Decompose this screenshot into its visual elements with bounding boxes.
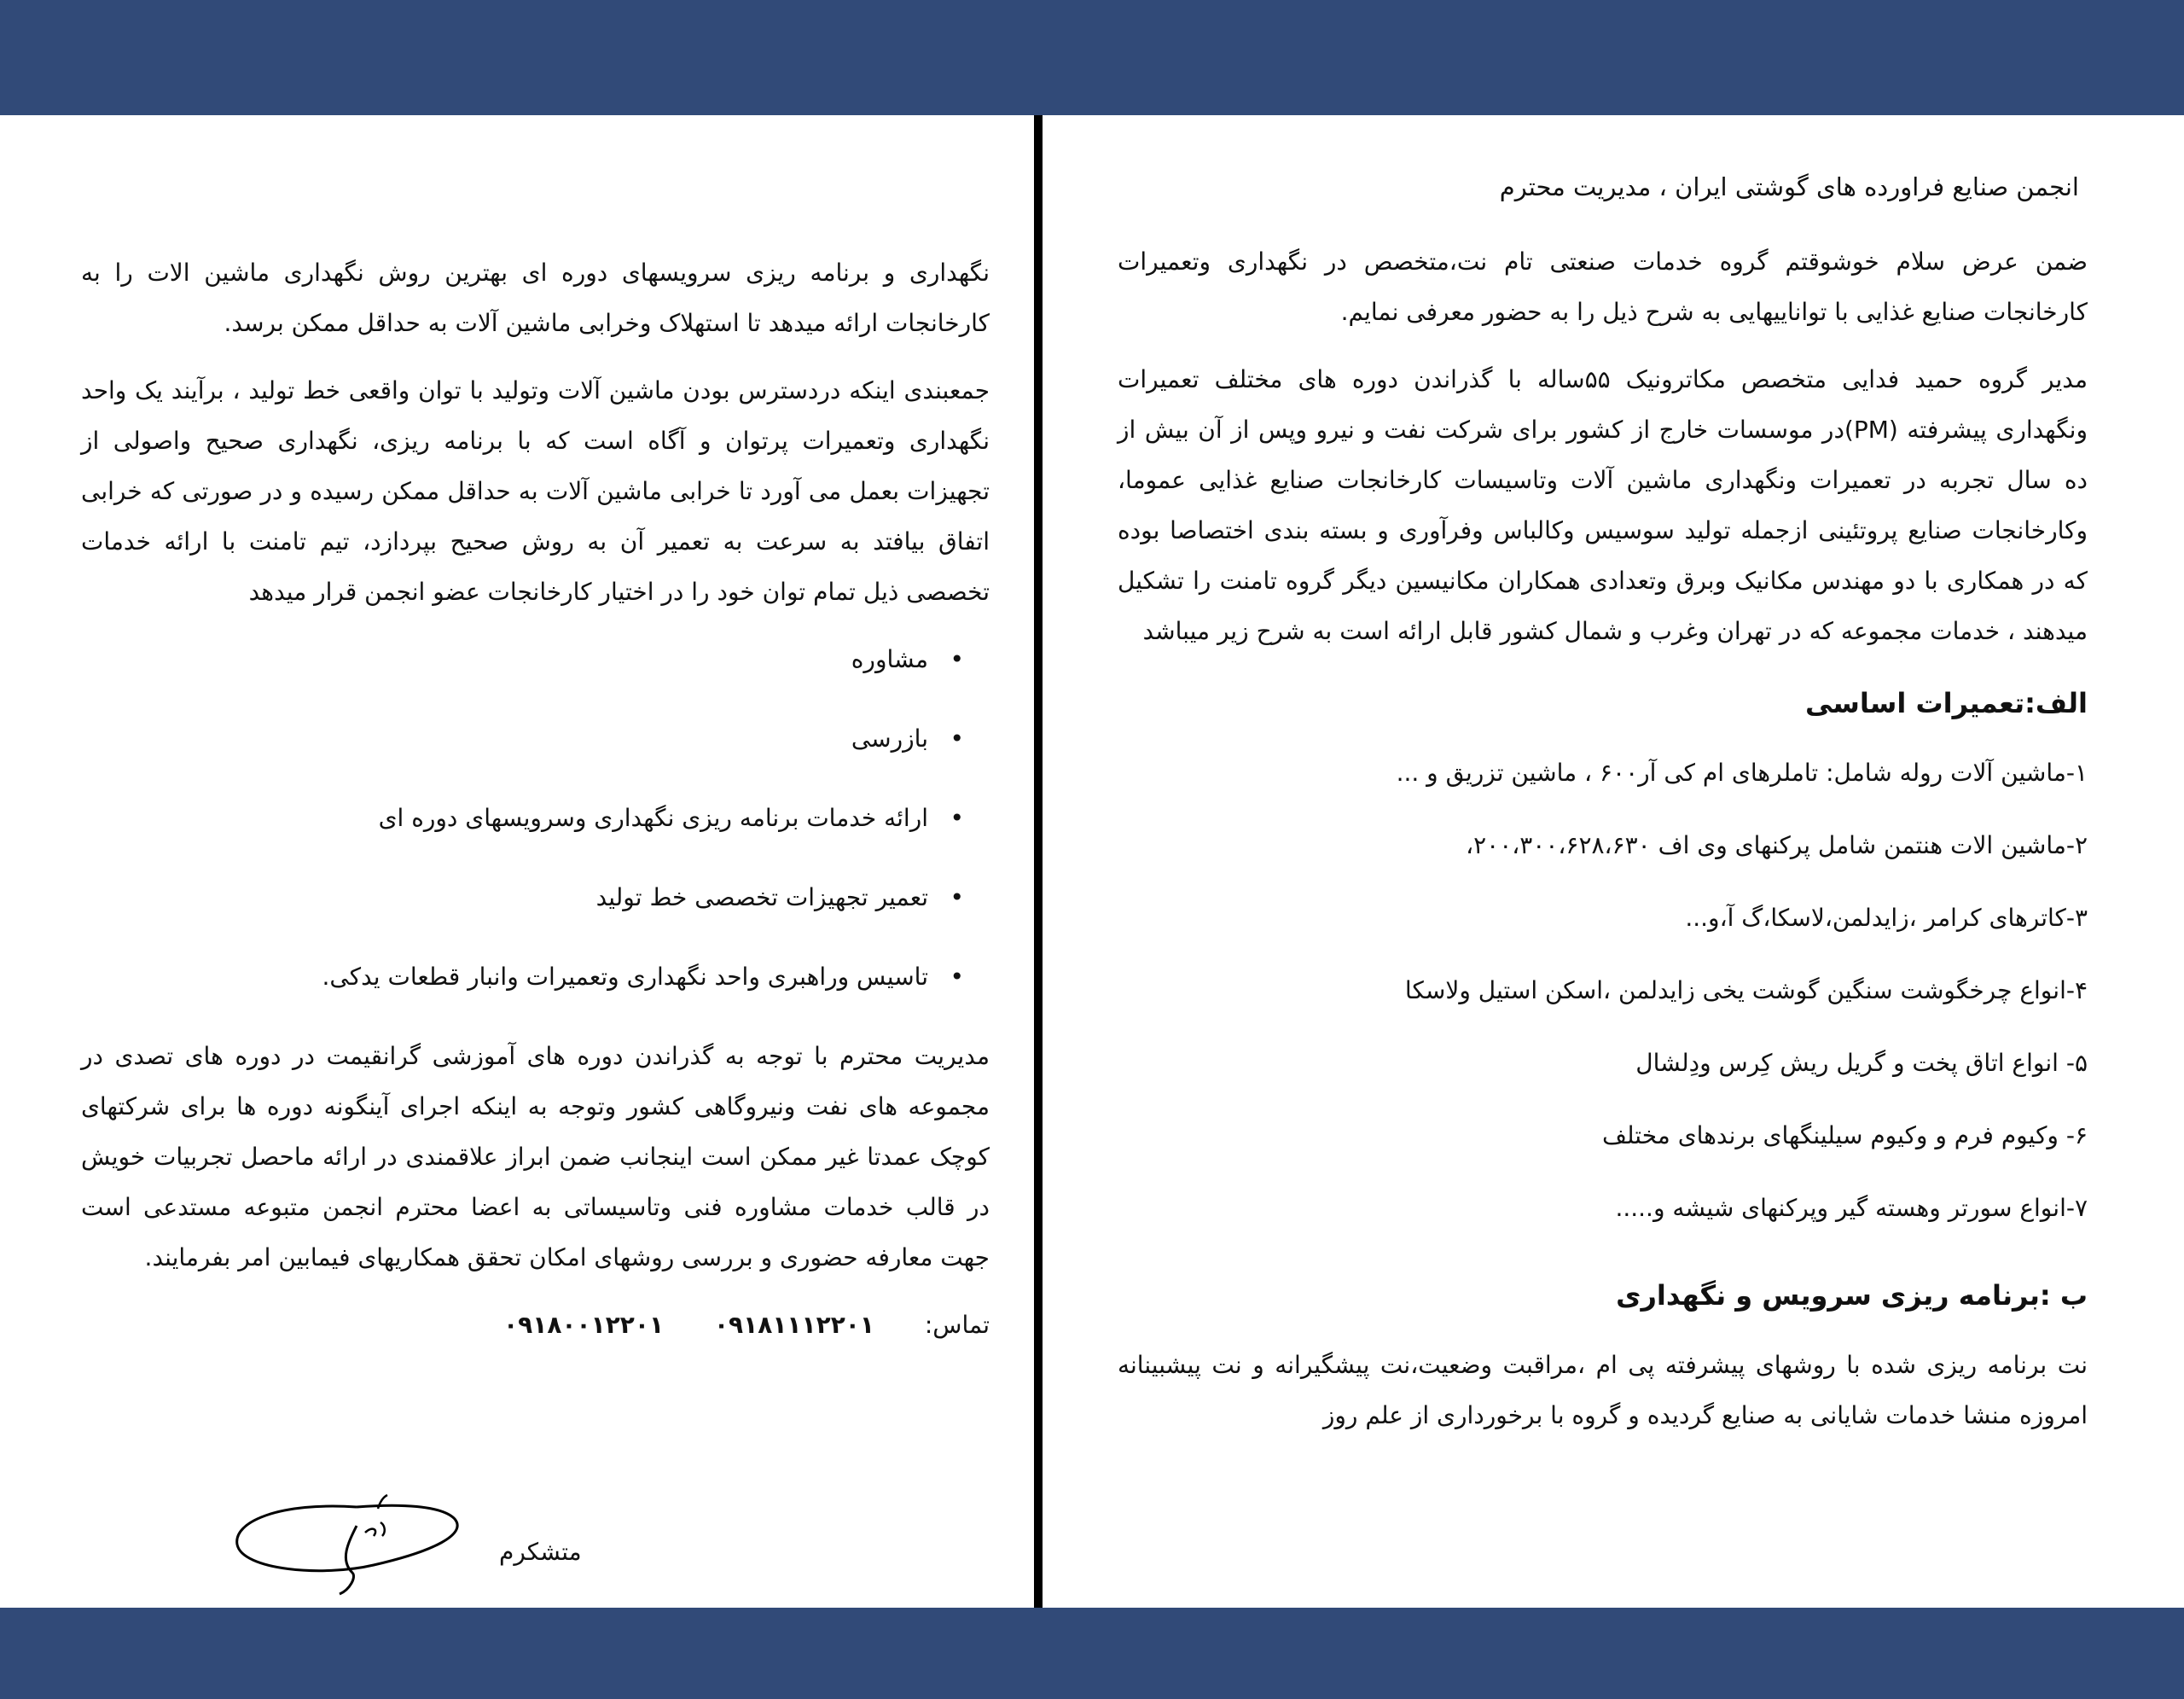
service-item: • بازرسی [81, 713, 928, 764]
intro-paragraph: ضمن عرض سلام خوشوقتم گروه خدمات صنعتی تام نت،متخصص در نگهداری وتعمیرات کارخانجات صنایع غذایی با تواناییهایی به شرح ذیل را به حضور معرفی نمایم. [1118, 247, 2088, 326]
left-paragraph-1: نگهداری و برنامه ریزی سرویسهای دوره ای بهترین روش نگهداری ماشین الات را به کارخانجات ارائه میدهد تا استهلاک وخرابی ماشین آلات به حداقل ممکن برسد. [81, 259, 990, 337]
contact-line [81, 1300, 990, 1350]
list-item: ۵- انواع اتاق پخت و گریل ریش کِرس ودِلشال [1635, 1049, 2088, 1077]
list-item: ۱-ماشین آلات روله شامل: تاملرهای ام کی آر۶۰۰ ، ماشین تزریق و ... [1396, 759, 2088, 787]
list-item: ۷-انواع سورتر وهسته گیر وپرکنهای شیشه و..... [1615, 1194, 2088, 1222]
service-item: • ارائه خدمات برنامه ریزی نگهداری وسرویسهای دوره ای [81, 793, 928, 843]
signature-image [229, 1492, 485, 1603]
left-paragraph-3: مدیریت محترم با توجه به گذراندن دوره های آموزشی گرانقیمت در دوره های تصدی در مجموعه های نفت ونیروگاهی کشور وتوجه به اینکه اجرای آینگونه دوره ها برای شرکتهای کوچک عمدتا غیر ممکن است اینجانب ضمن ابراز علاقمندی در ارائه ماحصل تجربیات خویش در قالب خدمات مشاوره فنی وتاسیساتی به اعضا محترم انجمن متبوعه مستدعی است جهت معارفه حضوری و بررسی روشهای امکان تحقق همکاریهای فیمابین امر بفرمایند. [81, 1042, 990, 1271]
service-item: • تعمیر تجهیزات تخصصی خط تولید [81, 872, 928, 922]
heading-b: ب :برنامه ریزی سرویس و نگهداری [1616, 1279, 2088, 1312]
left-column [81, 247, 990, 1350]
right-column [1118, 162, 2088, 1458]
list-item: ۲-ماشین الات هنتمن شامل پرکنهای وی اف ۲۰۰،۳۰۰،۶۲۸،۶۳۰، [1466, 831, 2088, 859]
service-item: • تاسیس وراهبری واحد نگهداری وتعمیرات وانبار قطعات یدکی. [81, 951, 928, 1002]
list-item: ۴-انواع چرخگوشت سنگین گوشت یخی زایدلمن ،اسکن استیل ولاسکا [1404, 976, 2088, 1004]
phone-number: ۰۹۱۸۱۱۱۲۲۰۱ [713, 1311, 874, 1339]
service-item: • مشاوره [81, 634, 928, 684]
header-band [0, 0, 2184, 115]
salutation: انجمن صنایع فراورده های گوشتی ایران ، مدیریت محترم [1499, 172, 2079, 201]
footer-band [0, 1608, 2184, 1699]
manager-paragraph: مدیر گروه حمید فدایی متخصص مکاترونیک ۵۵ساله با گذراندن دوره های مختلف تعمیرات ونگهداری پیشرفته (PM)در موسسات خارج از کشور برای شرکت نفت و نیرو وپس از آن بیش از ده سال تجربه در تعمیرات ونگهداری ماشین آلات وتاسیسات کارخانجات صنایع غذایی عموما، وکارخانجات صنایع پروتئینی ازجمله تولید سوسیس وکالباس وفرآوری و بسته بندی اختصاصا بوده که در همکاری با دو مهندس مکانیک وبرق وتعدادی همکاران مکانیسین دیگر گروه تامنت را تشکیل میدهند ، خدمات مجموعه که در تهران وغرب و شمال کشور قابل ارائه است به شرح زیر میباشد [1118, 365, 2088, 645]
closing-paragraph: نت برنامه ریزی شده با روشهای پیشرفته پی ام ،مراقبت وضعیت،نت پیشگیرانه و نت پیشبینانه امروزه منشا خدمات شایانی به صنایع گردیده و گروه با برخورداری از علم روز [1118, 1351, 2088, 1429]
list-item: ۳-کاترهای کرامر ،زایدلمن،لاسکا،گ آ،و... [1685, 904, 2088, 932]
column-divider [1034, 115, 1043, 1608]
services-list [81, 634, 990, 1002]
phone-number: ۰۹۱۸۰۰۱۲۲۰۱ [503, 1311, 665, 1339]
heading-a: الف:تعمیرات اساسی [1805, 687, 2088, 719]
contact-label: تماس: [924, 1311, 990, 1339]
thanks-text: متشکرم [499, 1538, 582, 1566]
left-paragraph-2: جمعبندی اینکه دردسترس بودن ماشین آلات وتولید با توان واقعی خط تولید ، برآیند یک واحد نگهداری وتعمیرات پرتوان و آگاه است که با برنامه ریزی، نگهداری صحیح واصولی از تجهیزات بعمل می آورد تا خرابی ماشین آلات به حداقل ممکن رسیده و در صورتی که خرابی اتفاق بیافتد به سرعت به تعمیر آن به روش صحیح بپردازد، تیم تامنت با ارائه خدمات تخصصی ذیل تمام توان خود را در اختیار کارخانجات عضو انجمن قرار میدهد [81, 376, 990, 606]
list-item: ۶- وکیوم فرم و وکیوم سیلینگهای برندهای مختلف [1602, 1121, 2088, 1149]
